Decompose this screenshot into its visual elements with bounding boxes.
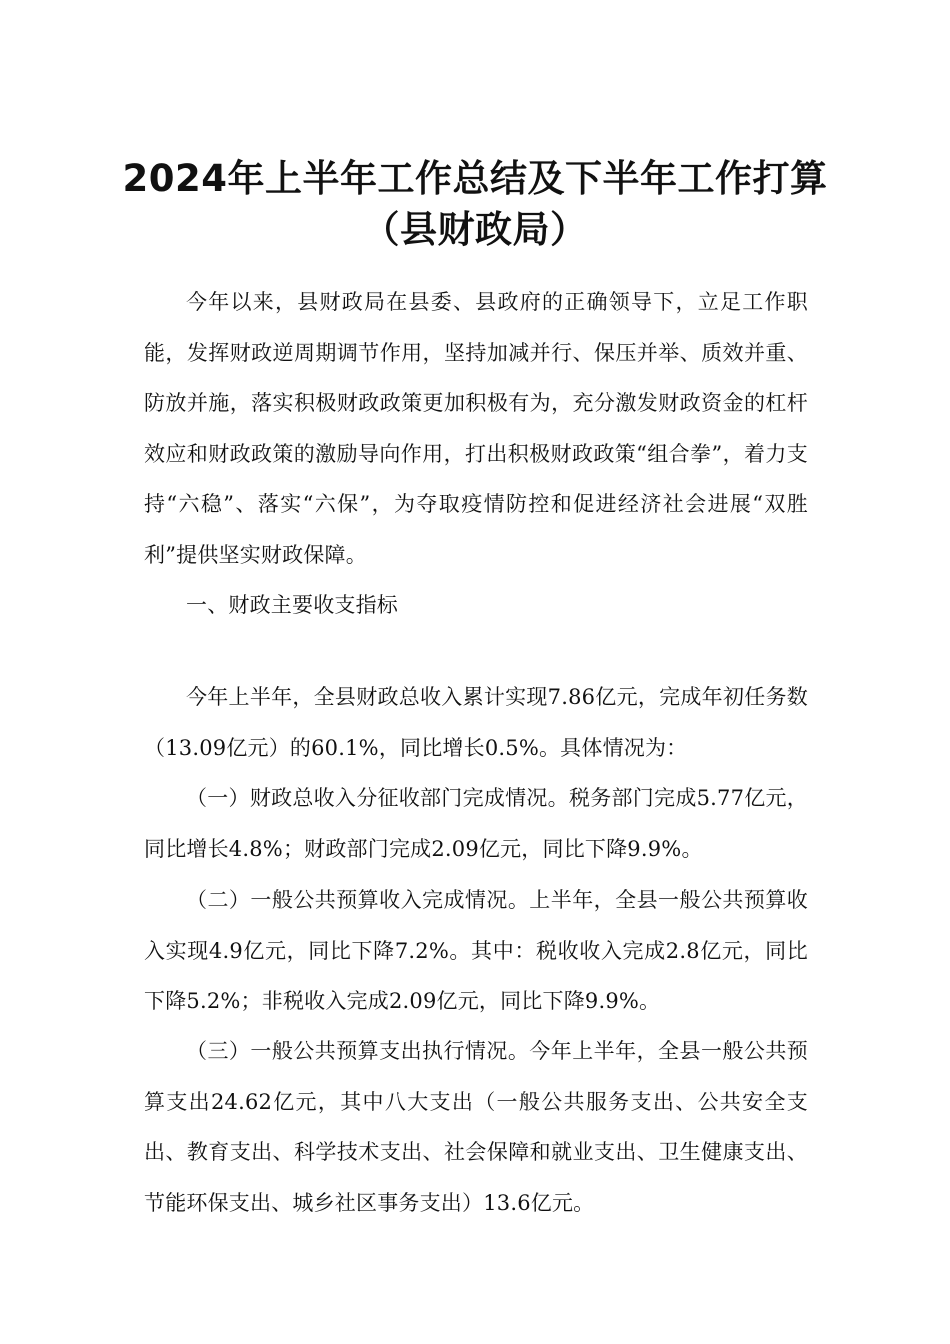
revenue-summary-paragraph: 今年上半年，全县财政总收入累计实现7.86亿元，完成年初任务数（13.09亿元）的60.1%，同比增长0.5%。具体情况为：: [144, 685, 808, 760]
intro-paragraph: 今年以来，县财政局在县委、县政府的正确领导下，立足工作职能，发挥财政逆周期调节作用，坚持加减并行、保压并举、质效并重、防放并施，落实积极财政政策更加积极有为，充分激发财政资金的杠杆效应和财政政策的激励导向作用，打出积极财政政策“组合拳”，着力支持“六稳”、落实“六保”，为夺取疫情防控和促进经济社会进展“双胜利”提供坚实财政保障。: [144, 290, 808, 567]
section-heading-revenue-indicators: 一、财政主要收支指标: [186, 593, 398, 617]
document-title: 2024年上半年工作总结及下半年工作打算（县财政局）: [122, 156, 828, 251]
revenue-by-department-paragraph: （一）财政总收入分征收部门完成情况。税务部门完成5.77亿元，同比增长4.8%；财政部门完成2.09亿元，同比下降9.9%。: [144, 786, 808, 861]
general-budget-expenditure-paragraph: （三）一般公共预算支出执行情况。今年上半年，全县一般公共预算支出24.62亿元，其中八大支出（一般公共服务支出、公共安全支出、教育支出、科学技术支出、社会保障和就业支出、卫生健康支出、节能环保支出、城乡社区事务支出）13.6亿元。: [144, 1039, 808, 1215]
general-budget-revenue-paragraph: （二）一般公共预算收入完成情况。上半年，全县一般公共预算收入实现4.9亿元，同比下降7.2%。其中：税收收入完成2.8亿元，同比下降5.2%；非税收入完成2.09亿元，同比下降9.9%。: [144, 888, 808, 1013]
